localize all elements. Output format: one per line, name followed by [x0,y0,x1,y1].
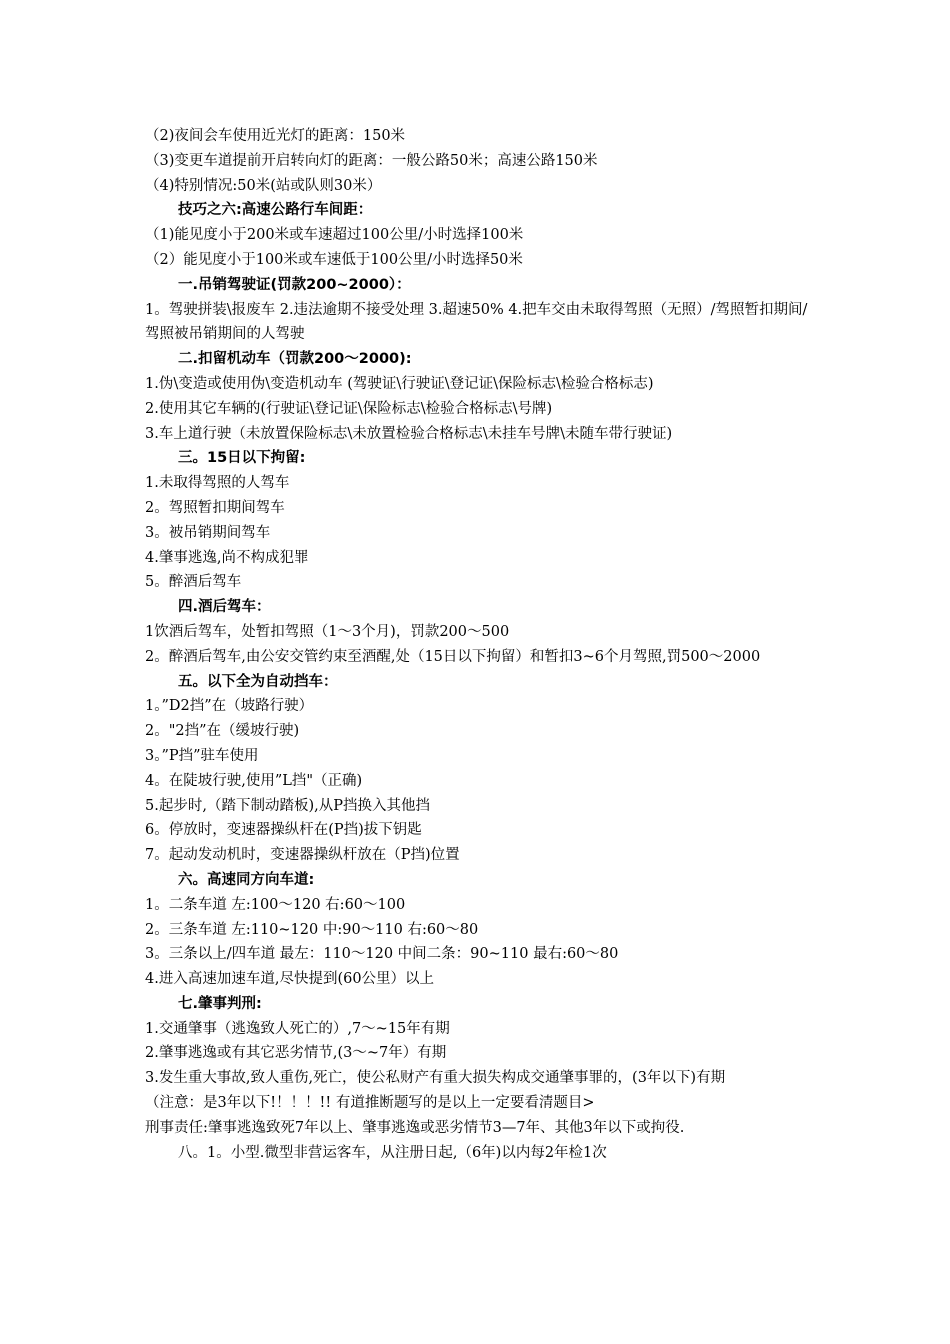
text-line: 2.使用其它车辆的(行驶证\登记证\保险标志\检验合格标志\号牌) [145,400,553,417]
text-line: （2）能见度小于100米或车速低于100公里/小时选择50米 [145,251,523,268]
text-line: （2)夜间会车使用近光灯的距离：150米 [145,128,406,144]
text-line: 1饮酒后驾车，处暂扣驾照（1～3个月)，罚款200～500 [145,623,510,640]
text-line: （1)能见度小于200米或车速超过100公里/小时选择100米 [145,227,524,244]
section-heading: 六。高速同方向车道: [178,871,315,888]
text-line: 5.起步时,（踏下制动踏板),从P挡换入其他挡 [145,797,430,814]
section-heading: 八。1。小型.微型非营运客车，从注册日起,（6年)以内每2年检1次 [178,1144,607,1161]
text-line: 2。驾照暂扣期间驾车 [145,499,285,516]
text-line: 刑事责任:肇事逃逸致死7年以上、肇事逃逸或恶劣情节3—7年、其他3年以下或拘役. [145,1119,685,1136]
section-heading: 二.扣留机动车（罚款200～2000): [178,351,412,368]
text-line: 4。在陡坡行驶,使用”L挡"（正确) [145,772,363,789]
document-body [145,124,813,1165]
text-line: 3.车上道行驶（未放置保险标志\未放置检验合格标志\未挂车号牌\未随车带行驶证) [145,425,673,442]
text-line: （3)变更车道提前开启转向灯的距离：一般公路50米；高速公路150米 [145,152,598,169]
text-line: 1.伪\变造或使用伪\变造机动车 (驾驶证\行驶证\登记证\保险标志\检验合格标志) [145,375,654,392]
section-heading: 技巧之六:高速公路行车间距： [178,202,373,219]
text-line: 3.发生重大事故,致人重伤,死亡，使公私财产有重大损失构成交通肇事罪的，(3年以下)有期 [145,1070,726,1087]
text-line: 4.肇事逃逸,尚不构成犯罪 [145,549,309,566]
text-line: （注意：是3年以下!！！！!! 有道推断题写的是以上一定要看清题目> [145,1095,595,1112]
text-line: 3。三条以上/四车道 最左：110～120 中间二条：90~110 最右:60～80 [145,946,619,963]
text-line: 1。二条车道 左:100～120 右:60～100 [145,896,406,913]
section-heading: 三。15日以下拘留: [178,450,306,467]
text-line: 2.肇事逃逸或有其它恶劣情节,(3～~7年）有期 [145,1045,447,1062]
section-heading: 七.肇事判刑: [178,995,262,1012]
text-line: 2。三条车道 左:110~120 中:90～110 右:60～80 [145,921,479,938]
text-line: 5。醉酒后驾车 [145,574,242,591]
text-line: 3。被吊销期间驾车 [145,524,271,541]
text-line: 1。”D2挡”在（坡路行驶） [145,698,314,715]
text-line: 1.交通肇事（逃逸致人死亡的）,7～~15年有期 [145,1020,450,1037]
text-line: 2。醉酒后驾车,由公安交管约束至酒醒,处（15日以下拘留）和暂扣3~6个月驾照,罚500～2000 [145,648,761,665]
section-heading: 一.吊销驾驶证(罚款200~2000）： [178,276,411,293]
text-line: 2。"2挡”在（缓坡行驶) [145,723,300,740]
text-line: 6。停放时，变速器操纵杆在(P挡)拔下钥匙 [145,822,422,839]
section-heading: 四.酒后驾车： [178,599,271,616]
section-heading: 五。以下全为自动挡车： [178,673,338,690]
text-line: （4)特别情况:50米(站或队则30米） [145,177,382,194]
text-line: 3。”P挡”驻车使用 [145,747,259,764]
text-line: 7。起动发动机时，变速器操纵杆放在（P挡)位置 [145,847,460,864]
text-line: 1。驾驶拼装\报废车 2.违法逾期不接受处理 3.超速50% 4.把车交由未取得驾照（无照）/驾照暂扣期间/驾照被吊销期间的人驾驶 [145,301,808,343]
text-line: 1.未取得驾照的人驾车 [145,475,290,492]
text-line: 4.进入高速加速车道,尽快提到(60公里）以上 [145,971,435,988]
